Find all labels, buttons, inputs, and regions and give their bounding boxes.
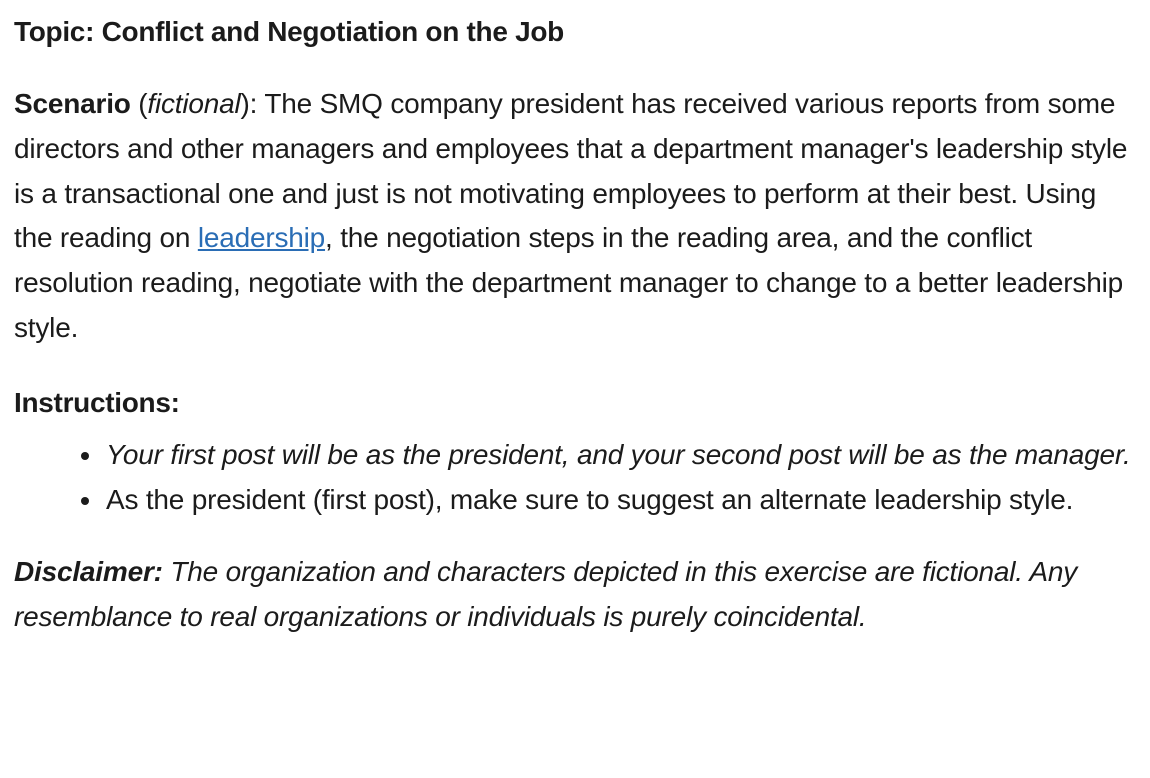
disclaimer-paragraph (14, 550, 1136, 640)
scenario-text-before-link: The SMQ company president has received various reports from some directors and other managers and employees that a department manager's leadership style is a transactional one and just is not motivating employees to perform at their best. Using the reading on (14, 88, 1128, 254)
topic-heading (14, 12, 1136, 52)
scenario-open-paren: ( (130, 88, 148, 119)
leadership-reading-link[interactable]: leadership (197, 222, 326, 254)
scenario-text-after-link: , the negotiation steps in the reading area, and the conflict resolution reading, negotiate with the department manager to change to a better leadership style. (14, 222, 1123, 343)
scenario-qualifier: fictional (147, 88, 241, 119)
topic-label: Topic: (14, 16, 95, 47)
disclaimer-text: The organization and characters depicted in this exercise are fictional. Any resemblance to real organizations or individuals is purely coincidental. (14, 556, 1078, 633)
instructions-list (14, 433, 1136, 523)
topic-title: Conflict and Negotiation on the Job (101, 16, 564, 47)
scenario-close-paren: ): (240, 88, 258, 119)
instruction-item-2: As the president (first post), make sure to suggest an alternate leadership style. (106, 478, 1136, 523)
instruction-item-1: Your first post will be as the president, and your second post will be as the manager. (106, 433, 1136, 478)
instructions-heading: Instructions: (14, 386, 180, 418)
scenario-label: Scenario (14, 88, 131, 119)
disclaimer-label: Disclaimer: (14, 556, 163, 588)
scenario-paragraph (14, 82, 1136, 351)
